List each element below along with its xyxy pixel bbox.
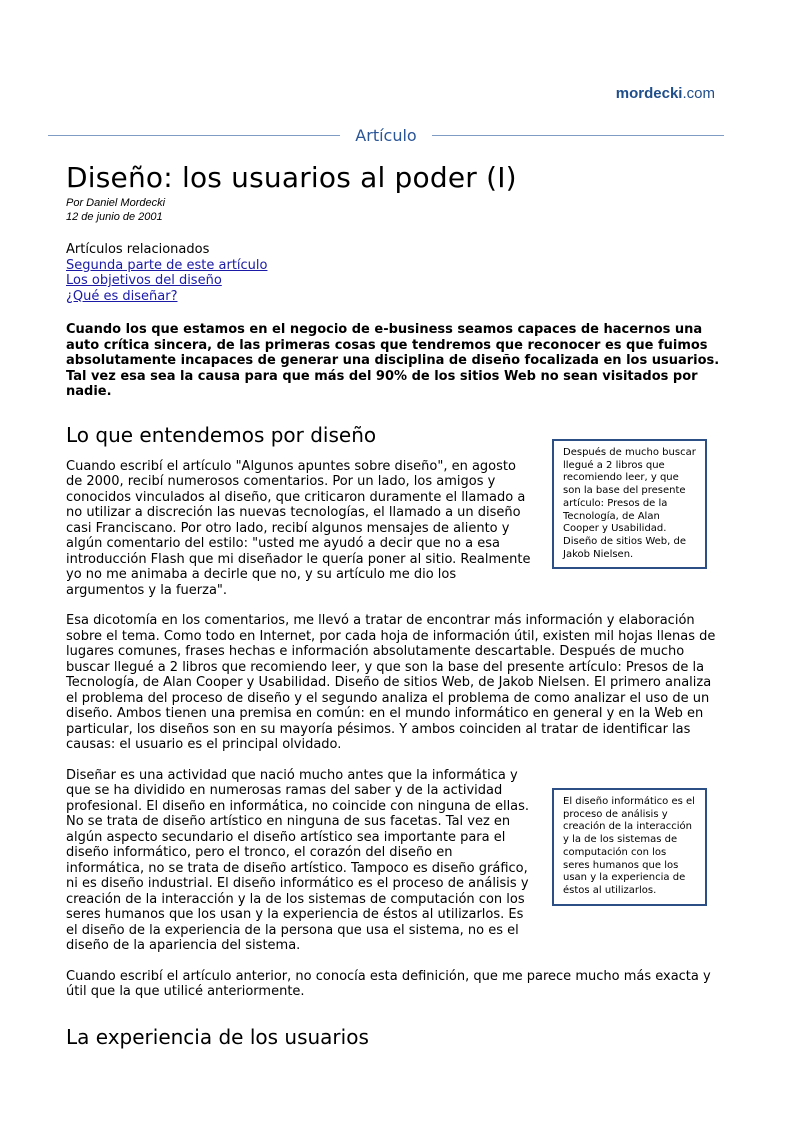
article-lead: Cuando los que estamos en el negocio de e-business seamos capaces de hacernos una auto crítica sincera, de las primeras cosas que tendremos que reconocer es que fuimos absolutamente incapaces de generar una disciplina de diseño focalizada en los usuarios. Tal vez esa sea la causa para que más del 90% de los sitios Web no sean visitados por nadie. xyxy=(66,322,720,399)
site-brand[interactable] xyxy=(616,85,715,102)
related-articles xyxy=(66,242,726,304)
related-heading: Artículos relacionados xyxy=(66,242,210,257)
related-link-second-part[interactable]: Segunda parte de este artículo xyxy=(66,257,268,273)
section-label: Artículo xyxy=(355,125,417,145)
paragraph-4: Cuando escribí el artículo anterior, no conocía esta definición, que me parece mucho más exacta y útil que la que utilicé anteriormente. xyxy=(66,968,711,999)
pull-quote-books: Después de mucho buscar llegué a 2 libros que recomiendo leer, y que son la base del presente artículo: Presos de la Tecnología, de Alan Cooper y Usabilidad. Diseño de sitios Web, de Jakob Nielsen. xyxy=(552,439,707,569)
paragraph-2: Esa dicotomía en los comentarios, me llevó a tratar de encontrar más información y elaboración sobre el tema. Como todo en Internet, por cada hoja de información útil, existen mil hojas llenas de lugares comunes, frases hechas e información absolutamente descartable. Después de mucho buscar llegué a 2 libros que recomiendo leer, y que son la base del presente artículo: Presos de la Tecnología, de Alan Cooper y Usabilidad. Diseño de sitios Web, de Jakob Nielsen. El primero analiza el problema del proceso de diseño y el segundo analiza el problema de como analizar el uso de un diseño. Ambos tienen una premisa en común: en el mundo informático en general y en la Web en particular, los diseños son en su mayoría pésimos. Y ambos coinciden al tratar de identificar las causas: el usuario es el principal olvidado. xyxy=(66,613,716,752)
paragraph-3: Diseñar es una actividad que nació mucho antes que la informática y que se ha dividido en numerosas ramas del saber y de la actividad profesional. El diseño en informática, no coincide con ninguna de ellas. No se trata de diseño artístico en ninguna de sus facetas. Tal vez en algún aspecto secundario el diseño artístico sea importante para el diseño informático, pero el tronco, el corazón del diseño en informática, no se trata de diseño artístico. Tampoco es diseño gráfico, ni es diseño industrial. El diseño informático es el proceso de análisis y creación de la interacción y la de los sistemas de computación con los seres humanos que los usan y la experiencia de éstos al utilizarlos. Es el diseño de la experiencia de la persona que usa el sistema, no es el diseño de la apariencia del sistema. xyxy=(66,767,530,953)
related-link-what-is-design[interactable]: ¿Qué es diseñar? xyxy=(66,288,178,304)
brand-suffix: .com xyxy=(682,85,715,102)
section-header xyxy=(48,124,724,146)
pull-quote-definition: El diseño informático es el proceso de análisis y creación de la interacción y la de los sistemas de computación con los seres humanos que los usan y la experiencia de éstos al utilizarlos. xyxy=(552,788,707,906)
paragraph-1: Cuando escribí el artículo "Algunos apuntes sobre diseño", en agosto de 2000, recibí numerosos comentarios. Por un lado, los amigos y conocidos vinculados al diseño, que criticaron duramente el llamado a no utilizar a discreción las nuevas tecnologías, el llamado a un diseño casi Franciscano. Por otro lado, recibí algunos mensajes de aliento y algún comentario del estilo: "usted me ayudó a decir que no a esa introducción Flash que mi diseñador le quería poner al sitio. Realmente yo no me animaba a decirle que no, y su artículo me dio los argumentos y la fuerza". xyxy=(66,458,531,598)
divider-left xyxy=(48,135,340,136)
section-heading-design: Lo que entendemos por diseño xyxy=(66,422,377,447)
article-content xyxy=(66,160,726,1050)
article-date: 12 de junio de 2001 xyxy=(66,211,163,223)
brand-name: mordecki xyxy=(615,85,683,102)
article-author: Por Daniel Mordecki xyxy=(66,197,166,209)
related-link-design-goals[interactable]: Los objetivos del diseño xyxy=(66,273,222,288)
article-title: Diseño: los usuarios al poder (I) xyxy=(66,161,517,194)
section-heading-user-experience: La experiencia de los usuarios xyxy=(66,1024,369,1049)
divider-right xyxy=(432,135,724,136)
